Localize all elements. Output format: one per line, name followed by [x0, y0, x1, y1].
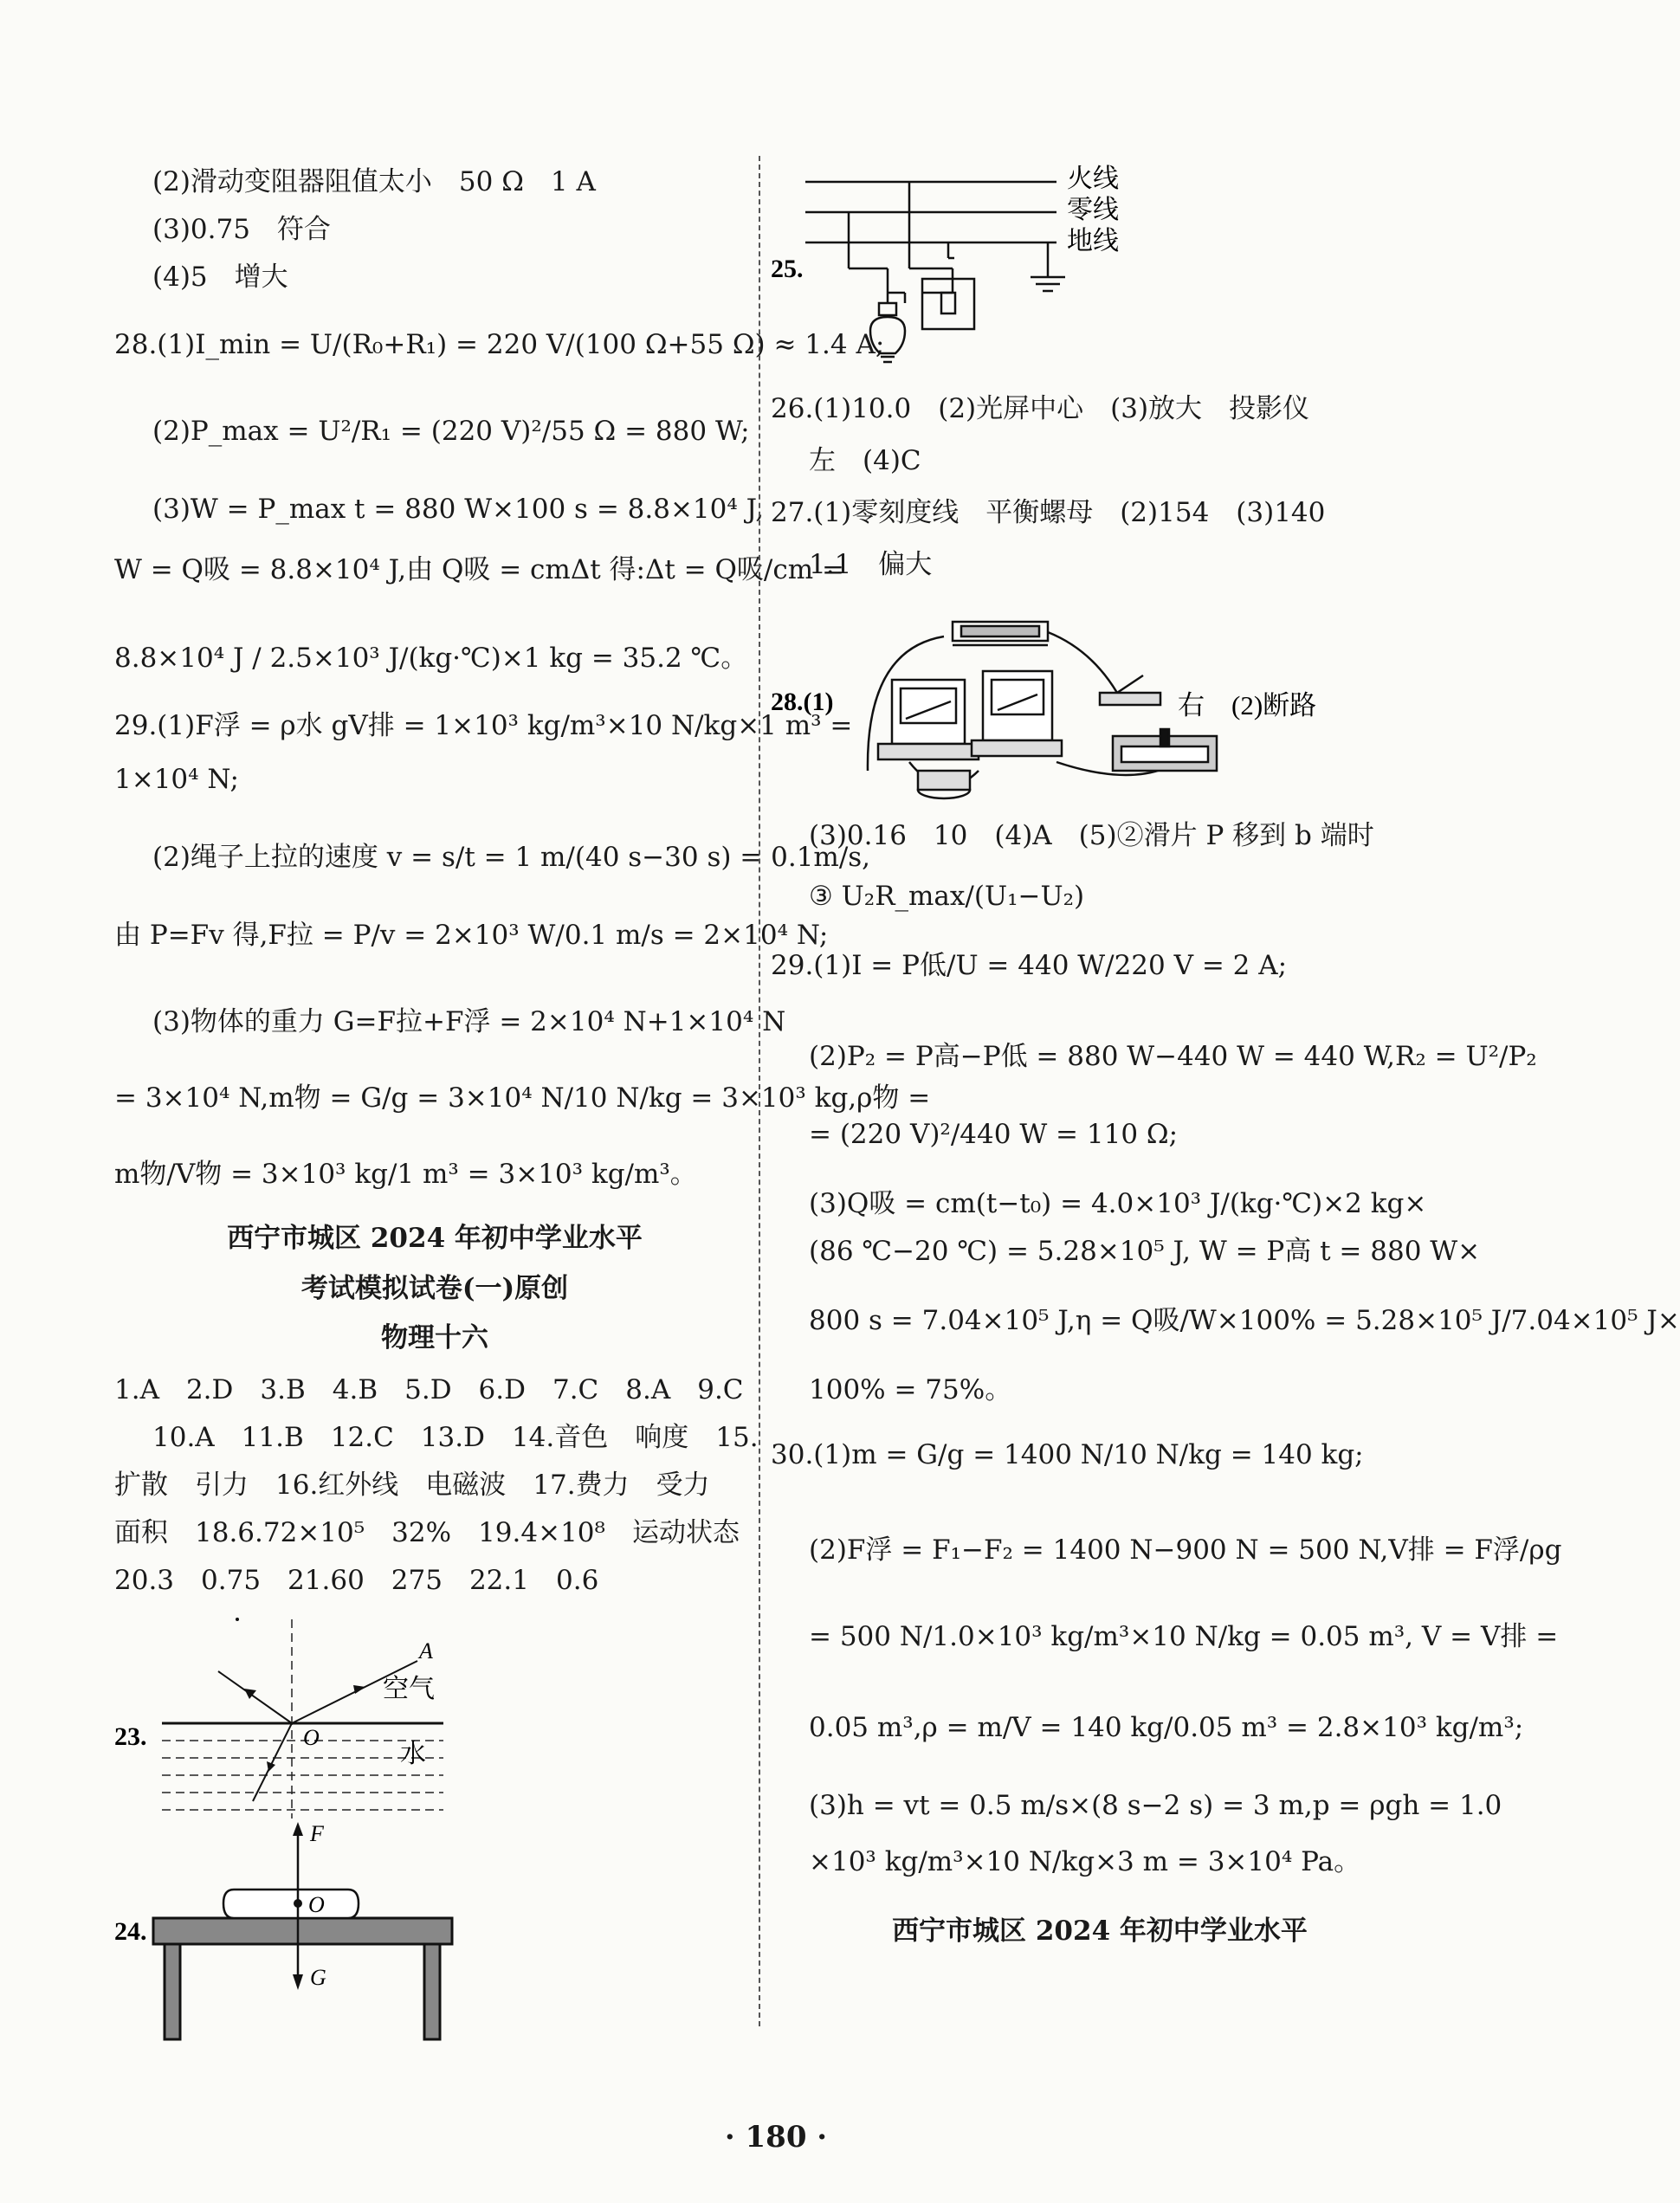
answer-r-28-5: ③ U₂R_max/(U₁−U₂): [809, 881, 1085, 912]
answer-r-30-2c: 0.05 m³,ρ = m/V = 140 kg/0.05 m³ = 2.8×10³ kg/m³;: [809, 1712, 1524, 1743]
answer-29-3: (3)物体的重力 G=F拉+F浮 = 2×10⁴ N+1×10⁴ N: [152, 1006, 786, 1037]
answer-27-3: (3)0.75 符合: [152, 214, 331, 245]
answer-28-3b: W = Q吸 = 8.8×10⁴ J,由 Q吸 = cmΔt 得:Δt = Q吸/cm =: [114, 554, 844, 585]
fill-answers-1: 10.A 11.B 12.C 13.D 14.音色 响度 15.: [152, 1422, 759, 1453]
fig23-point-o: O: [303, 1725, 320, 1750]
answer-29-3b: = 3×10⁴ N,m物 = G/g = 3×10⁴ N/10 N/kg = 3×10³ kg,ρ物 =: [114, 1082, 931, 1114]
answer-r-29-3: (3)Q吸 = cm(t−t₀) = 4.0×10³ J/(kg·℃)×2 kg×: [809, 1188, 1427, 1219]
answer-27-4: (4)5 增大: [152, 262, 288, 293]
fig24-force-g: G: [310, 1965, 326, 1990]
fig24-force-f: F: [310, 1821, 324, 1846]
answer-r-29-1: 29.(1)I = P低/U = 440 W/220 V = 2 A;: [771, 950, 1288, 981]
answer-r-29-3b: (86 ℃−20 ℃) = 5.28×10⁵ J, W = P高 t = 880 W×: [809, 1236, 1481, 1267]
answer-r-30-3: (3)h = vt = 0.5 m/s×(8 s−2 s) = 3 m,p = ρgh = 1.0: [809, 1790, 1502, 1821]
fig24-number: 24.: [114, 1917, 147, 1946]
choice-answers: 1.A 2.D 3.B 4.B 5.D 6.D 7.C 8.A 9.C: [114, 1374, 744, 1405]
answer-29-1: 29.(1)F浮 = ρ水 gV排 = 1×10³ kg/m³×10 N/kg×1 m³ =: [114, 710, 853, 741]
answer-r-27-2: 1.1 偏大: [809, 549, 933, 580]
fig28-answer: 右 (2)断路: [1178, 690, 1317, 720]
fill-answers-3: 面积 18.6.72×10⁵ 32% 19.4×10⁸ 运动状态: [114, 1517, 740, 1548]
fill-answers-2: 扩散 引力 16.红外线 电磁波 17.费力 受力: [114, 1470, 710, 1501]
section-heading-next: 西宁市城区 2024 年初中学业水平: [892, 1916, 1308, 1947]
circuit-apparatus-diagram: [771, 598, 1429, 805]
household-circuit-diagram: [771, 156, 1429, 381]
answer-28-3: (3)W = P_max t = 880 W×100 s = 8.8×10⁴ J,: [152, 494, 765, 525]
fill-answers-4: 20.3 0.75 21.60 275 22.1 0.6: [114, 1565, 599, 1596]
answer-r-28-3: (3)0.16 10 (4)A (5)②滑片 P 移到 b 端时: [809, 820, 1374, 851]
answer-r-26-2: 左 (4)C: [809, 445, 921, 476]
answer-27-2: (2)滑动变阻器阻值太小 50 Ω 1 A: [152, 166, 596, 197]
section-heading-3: 物理十六: [381, 1322, 488, 1353]
answer-29-1b: 1×10⁴ N;: [114, 764, 239, 795]
answer-29-3c: m物/V物 = 3×10³ kg/1 m³ = 3×10³ kg/m³。: [114, 1159, 697, 1190]
answer-28-2: (2)P_max = U²/R₁ = (220 V)²/55 Ω = 880 W;: [152, 416, 750, 447]
live-wire-label: 火线: [1067, 165, 1119, 193]
force-diagram: [114, 1819, 755, 2026]
column-divider: [759, 156, 760, 2026]
answer-29-2: (2)绳子上拉的速度 v = s/t = 1 m/(40 s−30 s) = 0.1m/s,: [152, 842, 871, 873]
fig24-point-o: O: [308, 1892, 325, 1917]
answer-r-29-3c: 800 s = 7.04×10⁵ J,η = Q吸/W×100% = 5.28×10⁵ J/7.04×10⁵ J×: [809, 1305, 1680, 1336]
fig28-number: 28.(1): [771, 688, 834, 716]
section-heading-1: 西宁市城区 2024 年初中学业水平: [227, 1223, 643, 1254]
ground-wire-label: 地线: [1067, 227, 1119, 255]
answer-r-30-1: 30.(1)m = G/g = 1400 N/10 N/kg = 140 kg;: [771, 1439, 1364, 1470]
answer-29-2b: 由 P=Fv 得,F拉 = P/v = 2×10³ W/0.1 m/s = 2×10⁴ N;: [114, 920, 829, 951]
fig25-number: 25.: [771, 255, 804, 283]
fig23-air-label: 空气: [383, 1675, 435, 1703]
answer-r-26-1: 26.(1)10.0 (2)光屏中心 (3)放大 投影仪: [771, 393, 1310, 424]
section-heading-2: 考试模拟试卷(一)原创: [300, 1273, 569, 1304]
page-number: · 180 ·: [724, 2120, 828, 2155]
answer-r-29-2: (2)P₂ = P高−P低 = 880 W−440 W = 440 W,R₂ = U²/P₂: [809, 1041, 1537, 1072]
answer-r-30-2b: = 500 N/1.0×10³ kg/m³×10 N/kg = 0.05 m³, V = V排 =: [809, 1621, 1559, 1652]
fig23-water-label: 水: [400, 1740, 426, 1768]
neutral-wire-label: 零线: [1067, 196, 1119, 224]
fig23-point-a: A: [419, 1638, 433, 1664]
refraction-diagram: [114, 1611, 755, 1819]
answer-28-1: 28.(1)I_min = U/(R₀+R₁) = 220 V/(100 Ω+55 Ω) ≈ 1.4 A;: [114, 329, 885, 360]
answer-28-3c: 8.8×10⁴ J / 2.5×10³ J/(kg·℃)×1 kg = 35.2 ℃。: [114, 643, 748, 674]
answer-r-29-2b: = (220 V)²/440 W = 110 Ω;: [809, 1119, 1179, 1150]
answer-r-27-1: 27.(1)零刻度线 平衡螺母 (2)154 (3)140: [771, 497, 1326, 528]
answer-r-29-3d: 100% = 75%。: [809, 1374, 1012, 1405]
answer-r-30-2: (2)F浮 = F₁−F₂ = 1400 N−900 N = 500 N,V排 = F浮/ρg: [809, 1534, 1562, 1566]
answer-r-30-3b: ×10³ kg/m³×10 N/kg×3 m = 3×10⁴ Pa。: [809, 1846, 1361, 1877]
fig23-number: 23.: [114, 1722, 147, 1751]
